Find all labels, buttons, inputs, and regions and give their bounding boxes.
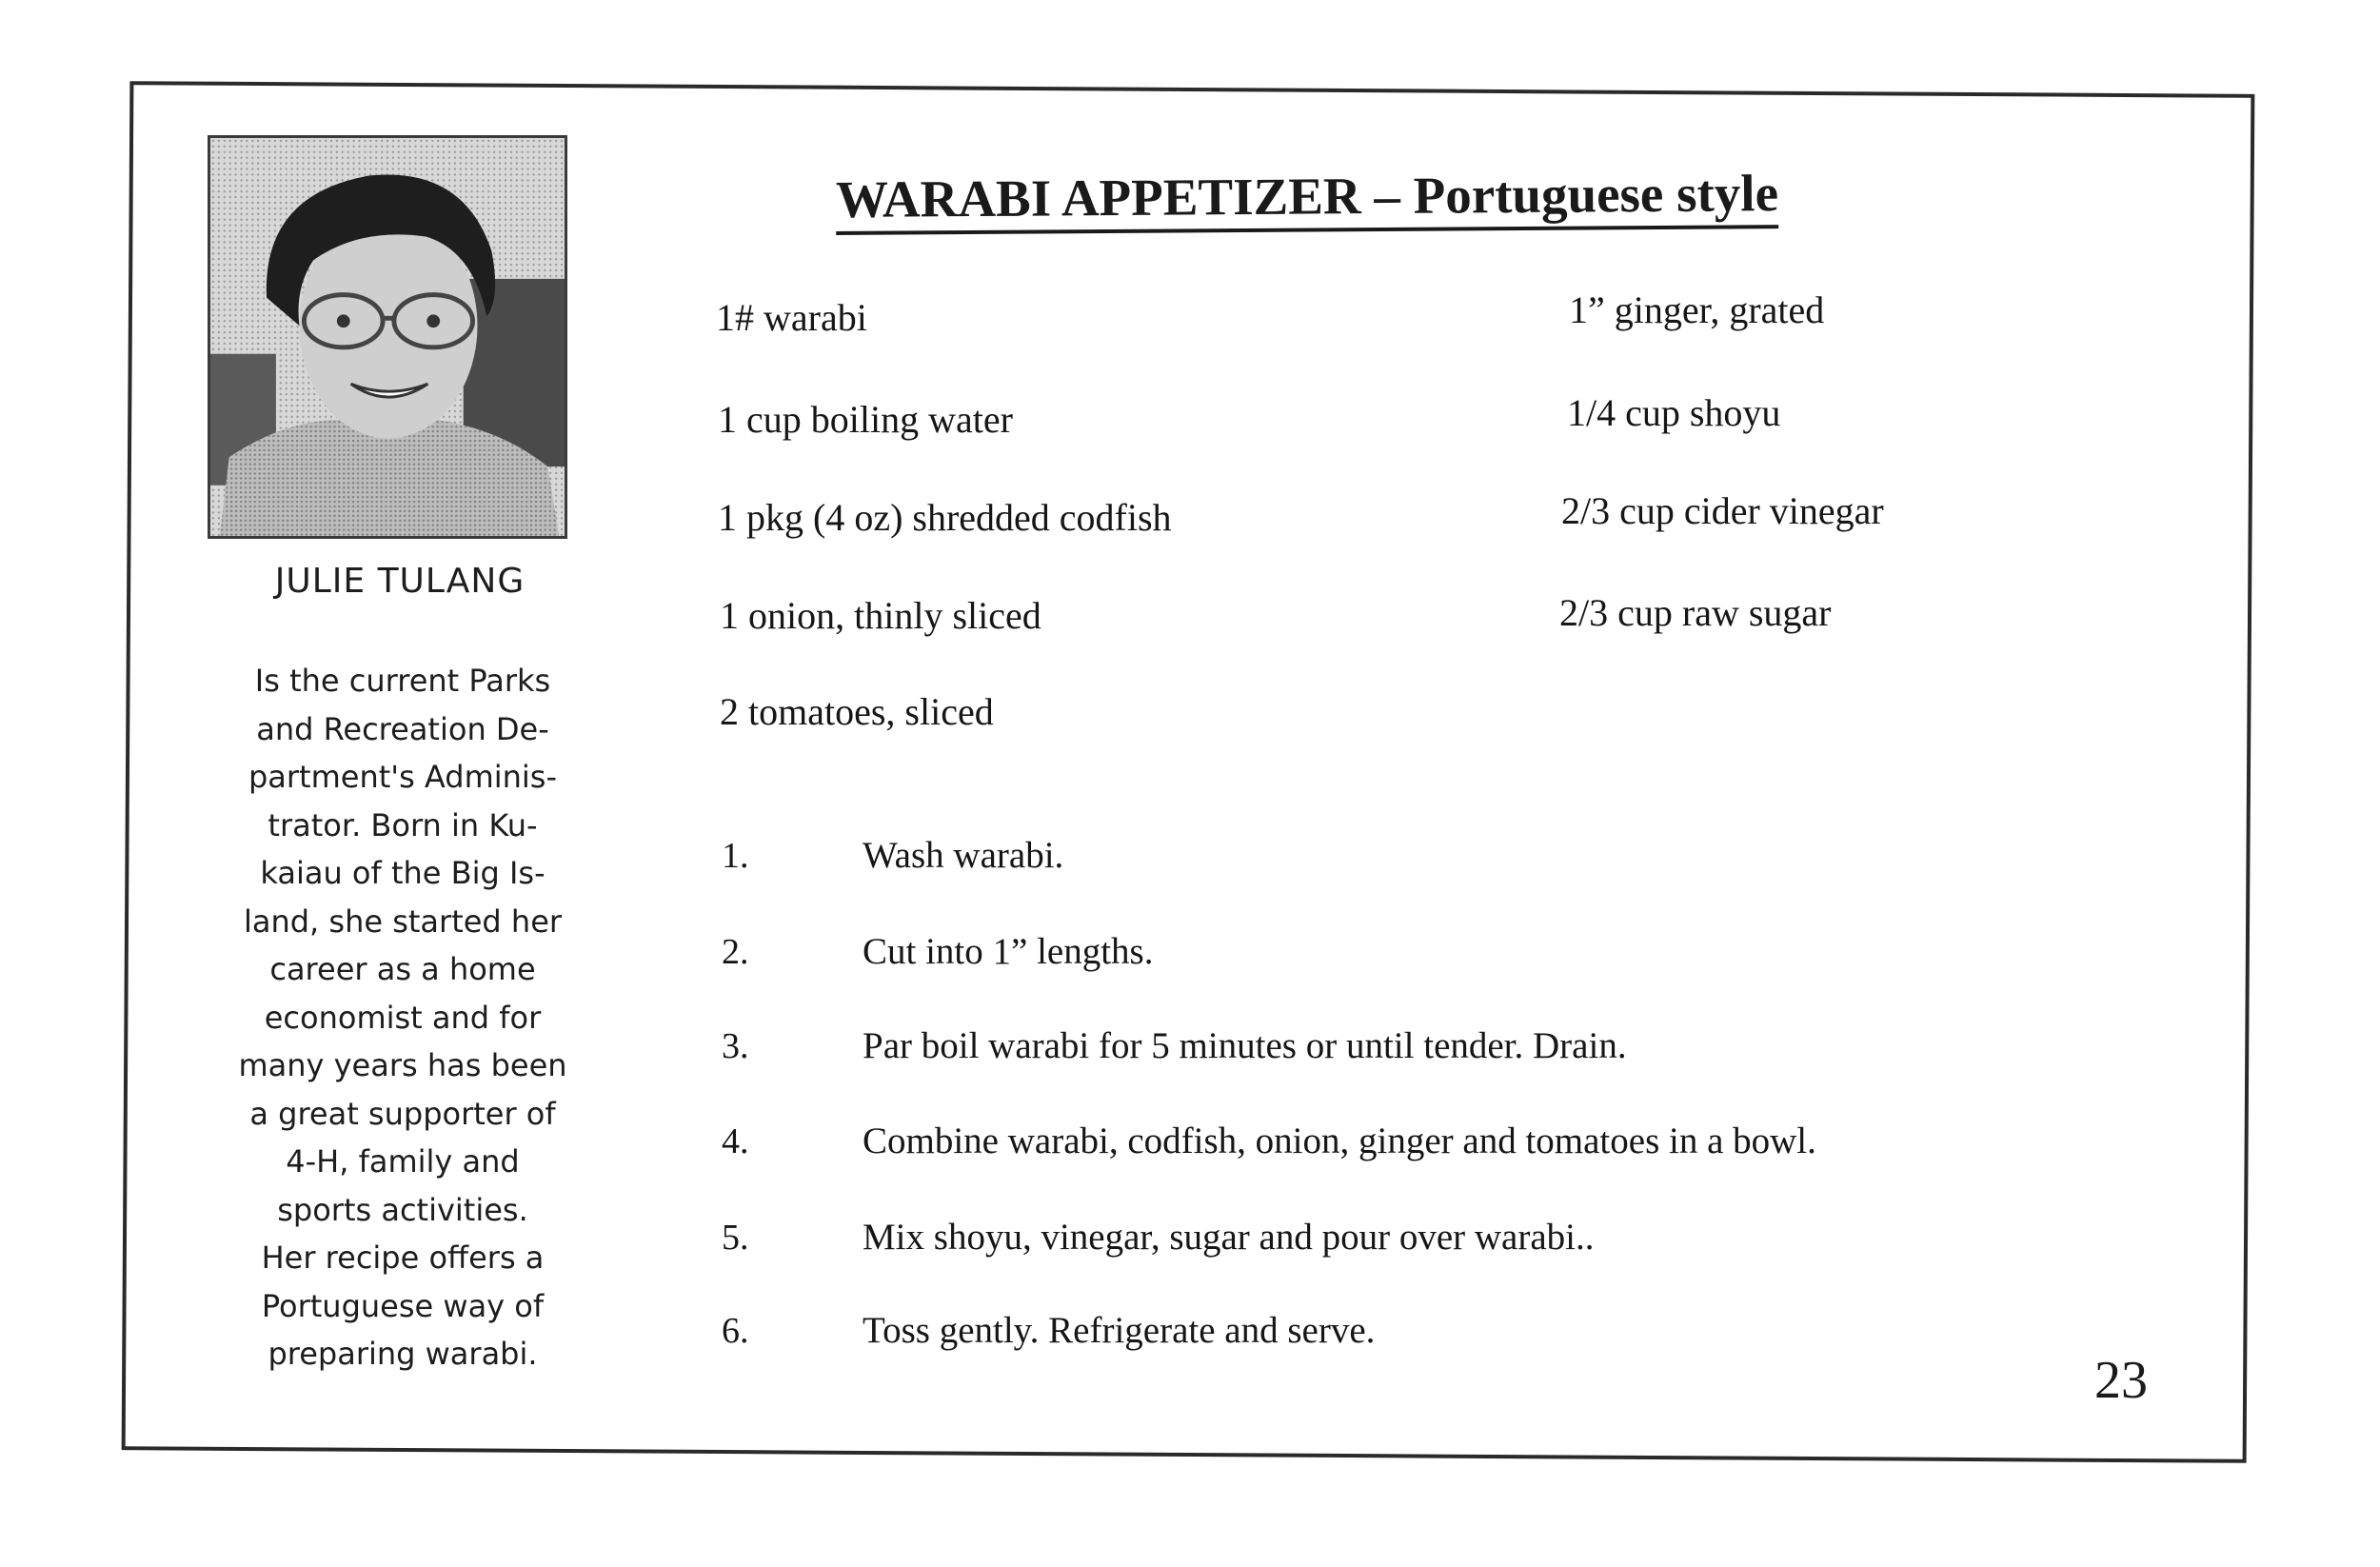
- bio-line: and Recreation De-: [256, 710, 549, 747]
- step-text: Wash warabi.: [863, 835, 1064, 876]
- ingredient-item: 1/4 cup shoyu: [1567, 391, 1781, 434]
- ingredient-item: 1# warabi: [716, 296, 867, 339]
- step-number: 3.: [722, 1026, 749, 1066]
- step-number: 1.: [722, 836, 749, 876]
- bio-line: Portuguese way of: [261, 1287, 545, 1324]
- bio-line: many years has been: [238, 1047, 567, 1083]
- bio-line: trator. Born in Ku-: [268, 806, 538, 843]
- recipe-title: WARABI APPETIZER – Portuguese style: [836, 163, 1778, 235]
- bio-line: preparing warabi.: [268, 1336, 538, 1372]
- bio-line: career as a home: [269, 951, 536, 987]
- bio-line: land, she started her: [243, 903, 563, 940]
- ingredient-item: 2/3 cup raw sugar: [1559, 591, 1832, 634]
- bio-line: sports activities.: [277, 1191, 528, 1228]
- bio-line: Is the current Parks: [254, 663, 551, 699]
- bio-line: a great supporter of: [249, 1095, 556, 1132]
- step-text: Mix shoyu, vinegar, sugar and pour over warabi..: [863, 1217, 1595, 1258]
- step-number: 2.: [722, 932, 749, 972]
- step-number: 4.: [722, 1121, 749, 1161]
- bio-line: kaiau of the Big Is-: [260, 855, 545, 891]
- author-name: JULIE TULANG: [274, 562, 526, 601]
- step-text: Cut into 1” lengths.: [863, 931, 1154, 972]
- ingredient-item: 1 onion, thinly sliced: [720, 594, 1041, 637]
- ingredient-item: 1 pkg (4 oz) shredded codfish: [718, 496, 1172, 539]
- ingredient-item: 2 tomatoes, sliced: [720, 690, 994, 733]
- step-number: 6.: [722, 1311, 749, 1351]
- bio-line: partment's Adminis-: [248, 759, 558, 795]
- bio-line: 4-H, family and: [286, 1143, 520, 1180]
- page-number: 23: [2094, 1351, 2148, 1410]
- step-text: Par boil warabi for 5 minutes or until tender. Drain.: [863, 1025, 1627, 1066]
- bio-line: economist and for: [264, 999, 542, 1036]
- author-photo: [208, 135, 567, 539]
- bio-line: Her recipe offers a: [261, 1240, 545, 1276]
- ingredient-item: 2/3 cup cider vinegar: [1561, 489, 1884, 532]
- portrait-image: [210, 138, 565, 536]
- ingredient-item: 1 cup boiling water: [718, 398, 1013, 441]
- step-number: 5.: [722, 1218, 749, 1258]
- author-bio: [187, 657, 619, 1379]
- step-text: Combine warabi, codfish, onion, ginger and tomatoes in a bowl.: [863, 1121, 1816, 1161]
- step-text: Toss gently. Refrigerate and serve.: [863, 1310, 1376, 1351]
- ingredient-item: 1” ginger, grated: [1569, 288, 1825, 331]
